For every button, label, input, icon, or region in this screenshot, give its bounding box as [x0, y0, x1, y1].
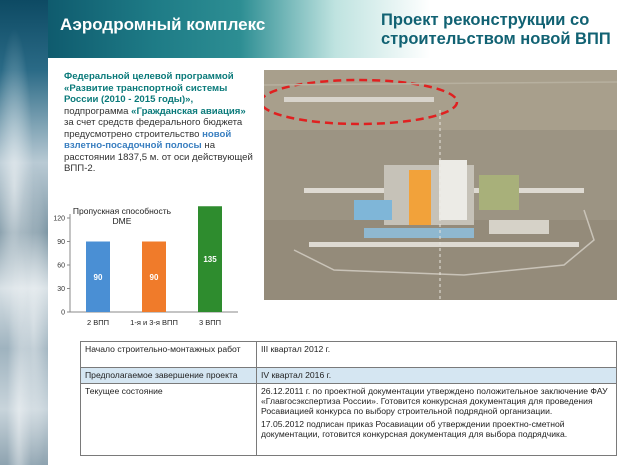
apron-blue — [354, 200, 392, 220]
program-name: Федеральной целевой программой «Развитие транспортной системы России (2010 - 2015 годы)», — [64, 71, 234, 105]
status-paragraph: 26.12.2011 г. по проектной документации утверждено положительное заключение ФАУ «Главгосэкспертиза России». Готовится конкурсная документация для проведения Росавиацией конкурса по выбору строительной подрядной организации. — [261, 386, 608, 416]
table-row — [81, 384, 617, 456]
runway-2 — [309, 242, 579, 247]
sky-background — [0, 0, 48, 465]
terminal-orange — [409, 170, 431, 225]
runway-highlight: новой взлетно-посадочной полосы — [64, 128, 232, 151]
airport-map — [264, 70, 617, 300]
row-value — [257, 384, 617, 456]
subprogram-name: «Гражданская авиация» — [131, 105, 246, 117]
intro-text-3: на расстоянии 1837,5 м. от оси действующей ВПП-2. — [64, 140, 253, 174]
new-runway — [284, 97, 434, 102]
taxiway-blue — [364, 228, 474, 238]
intro-text-2: за счет средств федерального бюджета предусмотрено строительство — [64, 117, 243, 140]
y-tick-label: 0 — [61, 309, 65, 317]
bar-data-label: 135 — [203, 255, 217, 265]
apron-green — [479, 175, 519, 210]
table-row — [81, 368, 617, 384]
intro-paragraph — [64, 71, 258, 175]
intro-text-1: подпрограмма — [64, 105, 132, 117]
row-value: III квартал 2012 г. — [257, 342, 617, 368]
row-key: Начало строительно-монтажных работ — [81, 342, 257, 368]
row-key: Предполагаемое завершение проекта — [81, 368, 257, 384]
table-row — [81, 342, 617, 368]
section-title: Аэродромный комплекс — [60, 15, 266, 34]
project-status-table — [80, 341, 617, 456]
bar-data-label: 90 — [93, 272, 103, 282]
project-title: Проект реконструкции со строительством новой ВПП — [381, 11, 611, 48]
apron-east — [489, 220, 549, 234]
category-label: 2 ВПП — [86, 318, 110, 327]
y-tick-label: 120 — [53, 215, 65, 223]
category-label: 1-я и 3-я ВПП — [130, 318, 178, 327]
y-tick-label: 60 — [57, 262, 65, 270]
row-key: Текущее состояние — [81, 384, 257, 456]
bar-data-label: 90 — [149, 272, 159, 282]
chart-title: Пропускная способность DME — [72, 206, 172, 226]
terminal-building — [439, 160, 467, 220]
category-label: 3 ВПП — [198, 318, 222, 327]
y-tick-label: 90 — [57, 239, 65, 246]
status-paragraph: 17.05.2012 подписан приказ Росавиации об утверждении проектно-сметной документации, готовится конкурсная документация для выбора подрядчика. — [261, 419, 568, 439]
row-value: IV квартал 2016 г. — [257, 368, 617, 384]
y-tick-label: 30 — [57, 286, 65, 293]
